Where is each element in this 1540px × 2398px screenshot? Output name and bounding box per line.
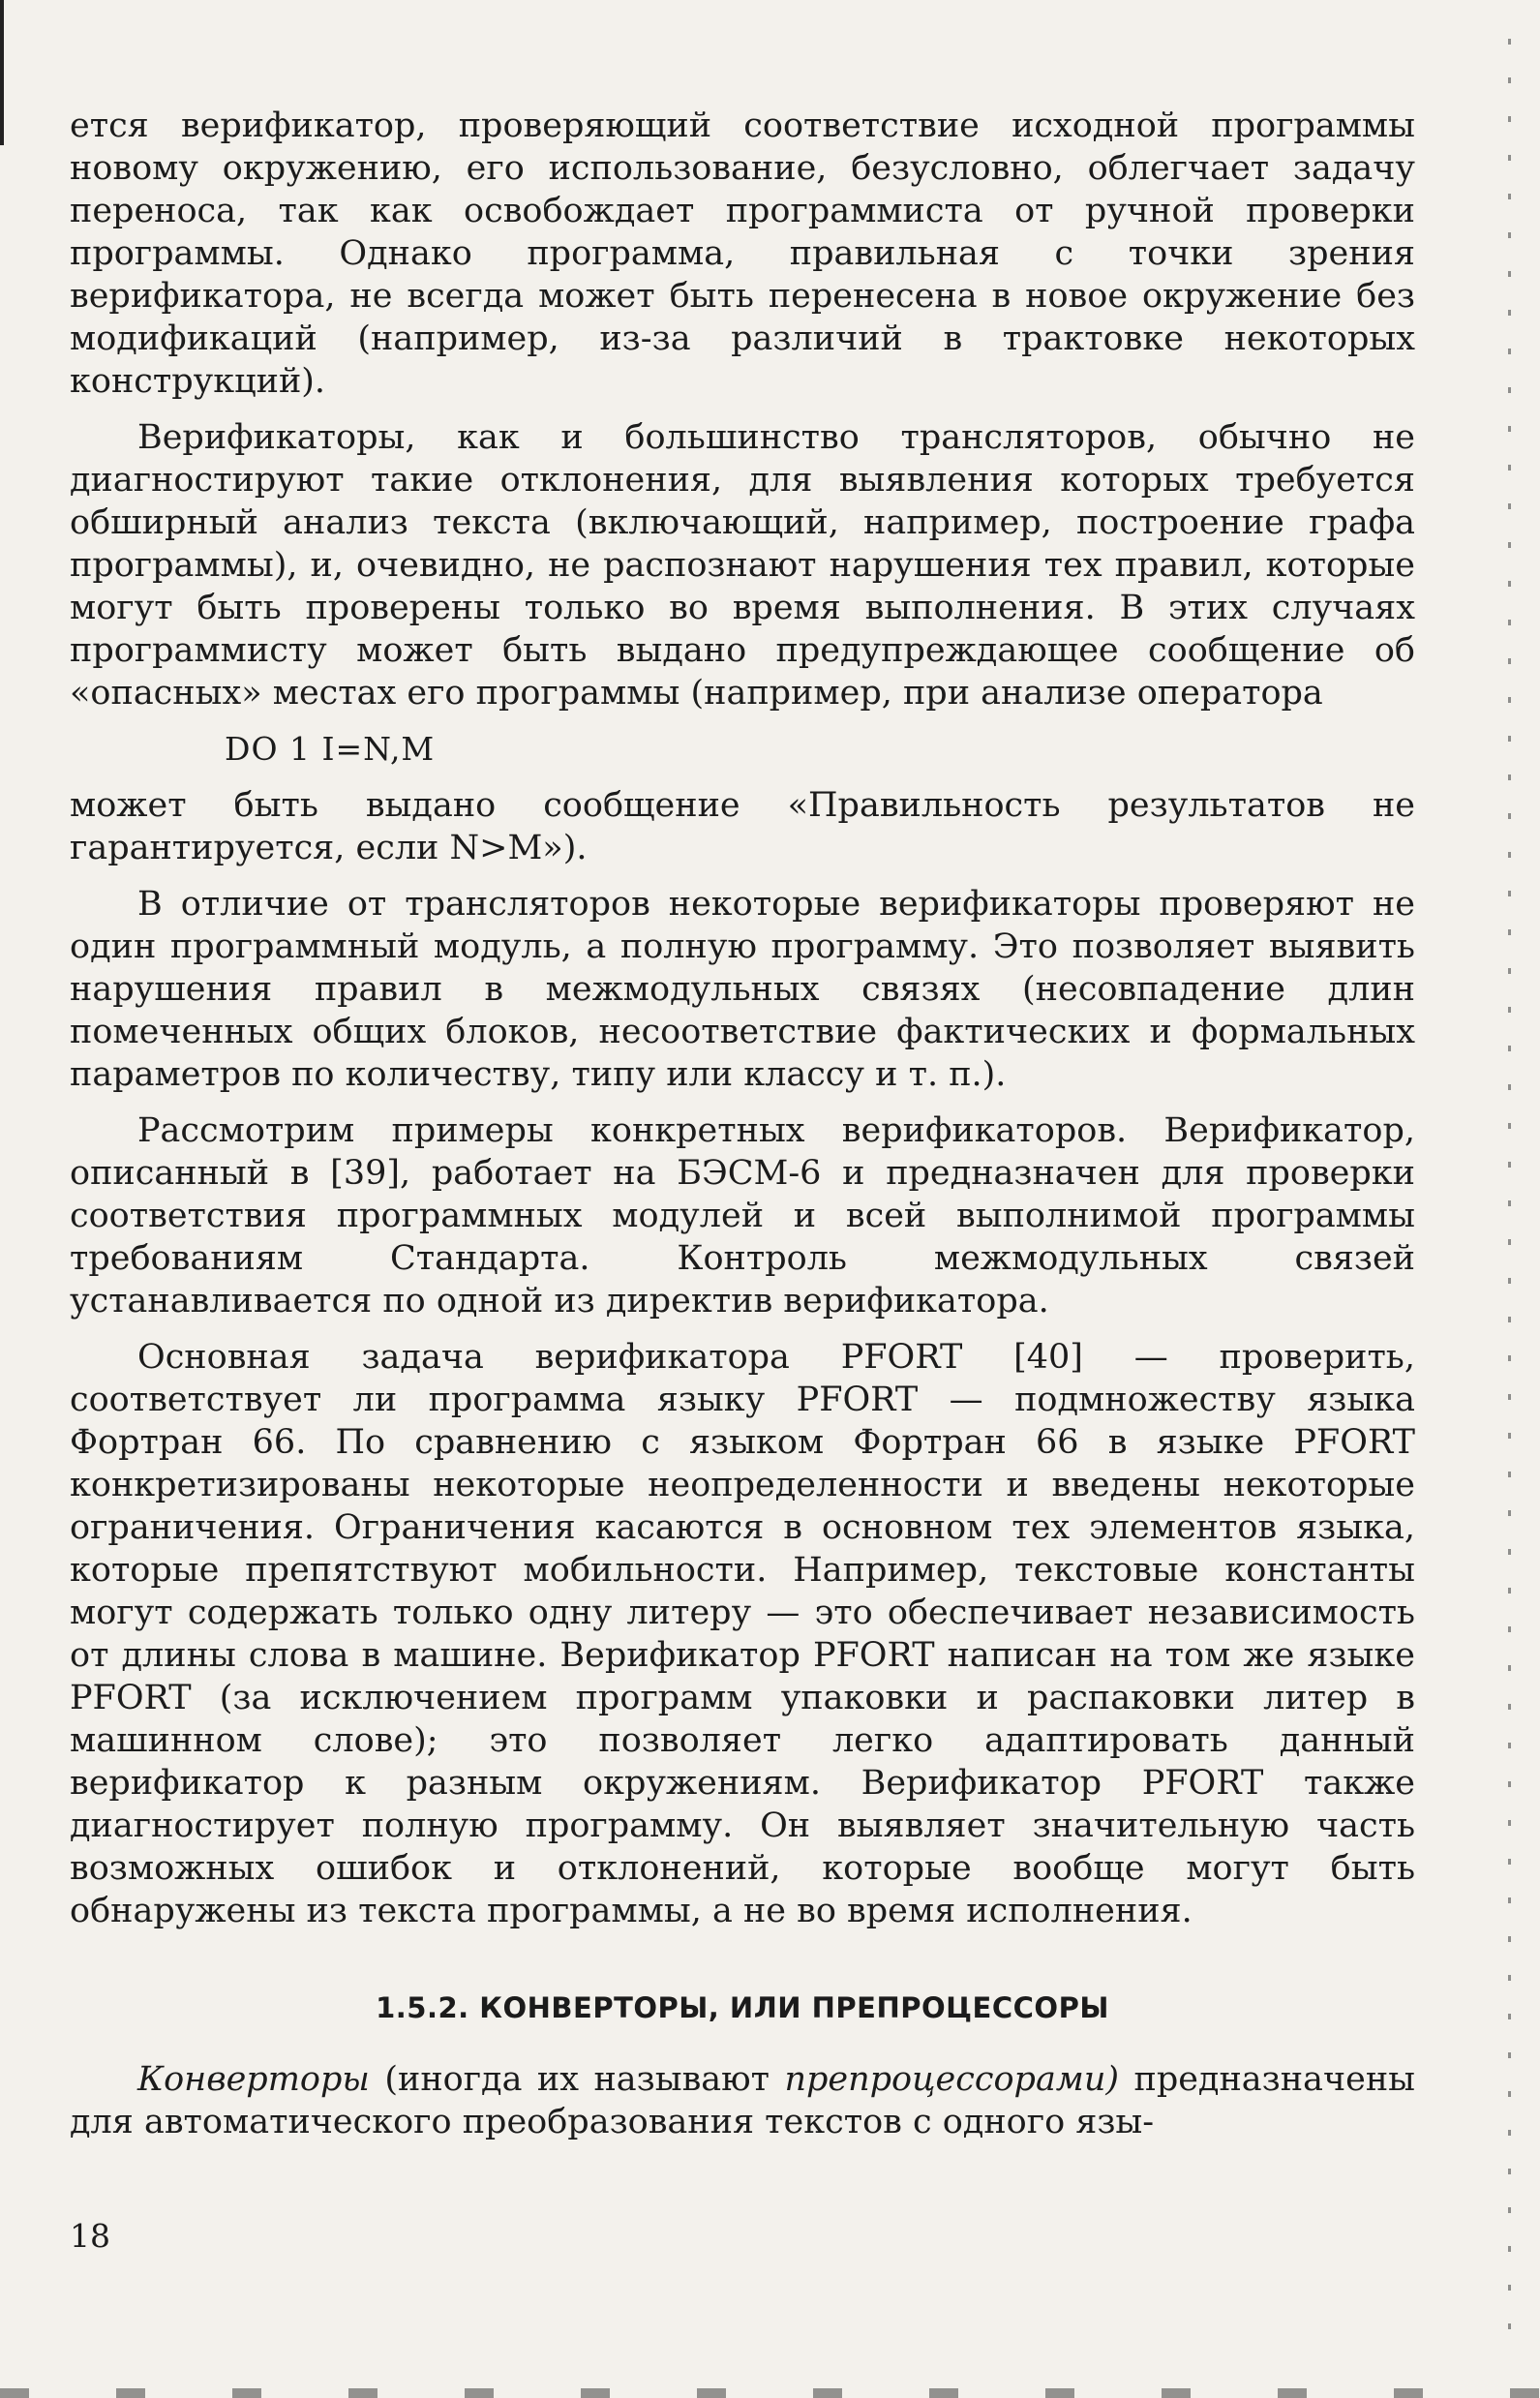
page-number: 18	[70, 2217, 110, 2255]
paragraph-converters	[70, 2058, 1415, 2143]
paragraph-pfort: Основная задача верификатора PFORT [40] — проверить, соответствует ли программа языку PFORT — подмножеству языка Фортран 66. По сравнению с языком Фортран 66 в языке PFORT конкретизированы некоторые неопределенности и введены некоторые ограничения. Ограничения касаются в основном тех элементов языка, которые препятствуют мобильности. Например, текстовые константы могут содержать только одну литеру — это обеспечивает независимость от длины слова в машине. Верификатор PFORT написан на том же языке PFORT (за исключением программ упаковки и распаковки литер в машинном слове); это позволяет легко адаптировать данный верификатор к разным окружениям. Верификатор PFORT также диагностирует полную программу. Он выявляет значительную часть возможных ошибок и отклонений, которые вообще могут быть обнаружены из текста программы, а не во время исполнения.	[70, 1338, 1415, 1930]
term-converters: Конверторы	[137, 2060, 370, 2099]
page-body	[70, 105, 1415, 2143]
paragraph-verifiers: Верификаторы, как и большинство трансляторов, обычно не диагностируют такие отклонения, для выявления которых требуется обширный анализ текста (включающий, например, построение графа программы), и, очевидно, не распознают нарушения тех правил, которые могут быть проверены только во время выполнения. В этих случаях программисту может быть выдано предупреждающее сообщение об «опасных» местах его программы (например, при анализе оператора	[70, 418, 1415, 713]
converters-text-2: предназначены для автоматического преобразования текстов с одного язы-	[70, 2060, 1415, 2141]
paragraph-intermodule: В отличие от трансляторов некоторые верификаторы проверяют не один программный модуль, а полную программу. Это позволяет выявить нарушения правил в межмодульных связях (несовпадение длин помеченных общих блоков, несоответствие фактических и формальных параметров по количеству, типу или классу и т. п.).	[70, 885, 1415, 1094]
converters-text-1: (иногда их называют	[369, 2060, 785, 2099]
code-example: DO 1 I=N,M	[225, 730, 436, 768]
section-heading: 1.5.2. КОНВЕРТОРЫ, ИЛИ ПРЕПРОЦЕССОРЫ	[376, 1991, 1109, 2024]
paragraph-continued: ется верификатор, проверяющий соответствие исходной программы новому окружению, его использование, безусловно, облегчает задачу переноса, так как освобождает программиста от ручной проверки программы. Однако программа, правильная с точки зрения верификатора, не всегда может быть перенесена в новое окружение без модификаций (например, из-за различий в трактовке некоторых конструкций).	[70, 106, 1415, 401]
paragraph-examples: Рассмотрим примеры конкретных верификаторов. Верификатор, описанный в [39], работает на БЭСМ-6 и предназначен для проверки соответствия программных модулей и всей выполнимой программы требованиям Стандарта. Контроль межмодульных связей устанавливается по одной из директив верификатора.	[70, 1111, 1415, 1320]
scan-right-edge	[1508, 39, 1511, 2362]
paragraph-after-code: может быть выдано сообщение «Правильность результатов не гарантируется, если N>M»).	[70, 786, 1415, 867]
scan-left-edge	[0, 0, 4, 145]
term-preprocessors: препроцессорами)	[784, 2060, 1120, 2099]
scan-bottom-edge	[0, 2388, 1540, 2398]
